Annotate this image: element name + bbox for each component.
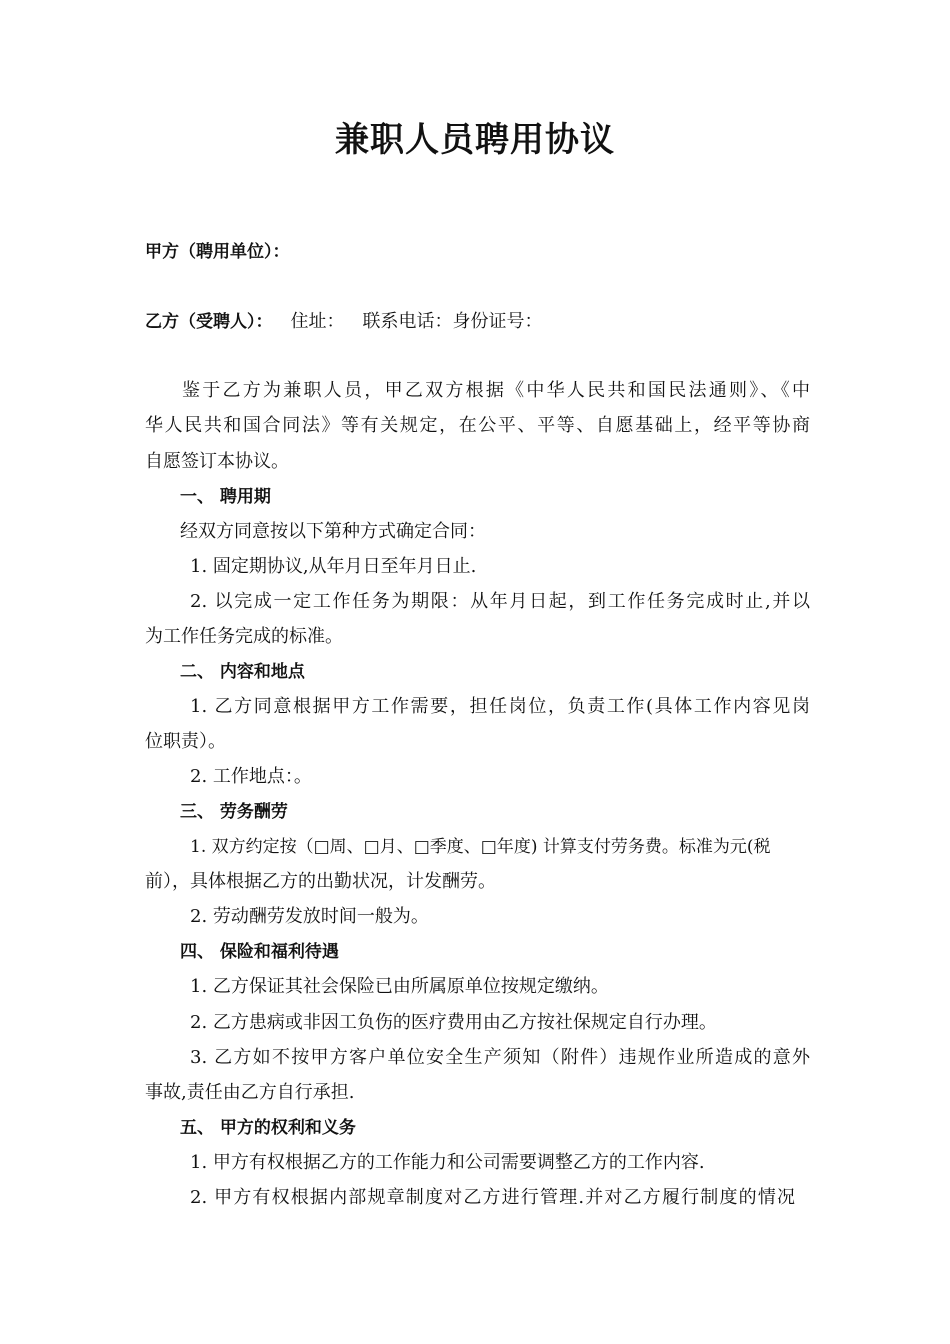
document-title: 兼职人员聘用协议: [335, 120, 615, 160]
section-4-heading: 四、 保险和福利待遇: [180, 942, 339, 962]
party-b-row: [145, 306, 810, 338]
party-b-label: 乙方（受聘人）：: [145, 312, 273, 332]
preamble-line-3: 自愿签订本协议。: [145, 451, 289, 472]
section-5-heading: 五、 甲方的权利和义务: [180, 1118, 356, 1138]
section-3-item-1-line-2: 前），具体根据乙方的出勤状况，计发酬劳。: [145, 871, 496, 892]
section-1-item-2-line-1: 2. 以完成一定工作任务为期限：从年月日起，到工作任务完成时止,并以: [190, 591, 810, 612]
section-1-heading: 一、 聘用期: [180, 487, 271, 507]
section-2-item-2: 2. 工作地点：。: [190, 766, 312, 787]
section-3-heading: 三、 劳务酬劳: [180, 802, 288, 822]
section-1-item-2-line-2: 为工作任务完成的标准。: [145, 626, 343, 647]
section-3-item-1-line-1: 1. 双方约定按（□周、□月、□季度、□年度) 计算支付劳务费。标准为元(税: [190, 837, 771, 857]
preamble-line-2: 华人民共和国合同法》等有关规定，在公平、平等、自愿基础上，经平等协商: [145, 415, 810, 436]
section-2-item-1-line-1: 1. 乙方同意根据甲方工作需要，担任岗位，负责工作(具体工作内容见岗: [190, 696, 810, 717]
party-b-id: 身份证号：: [452, 311, 543, 332]
party-b-address: 住址：: [290, 311, 345, 332]
party-a-label: 甲方（聘用单位）：: [145, 242, 290, 262]
party-b-phone: 联系电话：: [362, 311, 453, 332]
section-5-item-1: 1. 甲方有权根据乙方的工作能力和公司需要调整乙方的工作内容.: [190, 1152, 705, 1173]
section-4-item-3-line-2: 事故,责任由乙方自行承担.: [145, 1082, 355, 1103]
section-2-item-1-line-2: 位职责）。: [145, 731, 226, 752]
section-4-item-2: 2. 乙方患病或非因工负伤的医疗费用由乙方按社保规定自行办理。: [190, 1012, 717, 1033]
section-1-intro: 经双方同意按以下第种方式确定合同：: [180, 521, 486, 542]
section-4-item-3-line-1: 3. 乙方如不按甲方客户单位安全生产须知（附件）违规作业所造成的意外: [190, 1047, 810, 1068]
section-2-heading: 二、 内容和地点: [180, 662, 305, 682]
section-3-item-2: 2. 劳动酬劳发放时间一般为。: [190, 906, 429, 927]
section-5-item-2-line-1: 2. 甲方有权根据内部规章制度对乙方进行管理.并对乙方履行制度的情况: [190, 1187, 795, 1208]
section-4-item-1: 1. 乙方保证其社会保险已由所属原单位按规定缴纳。: [190, 976, 609, 997]
preamble-line-1: 鉴于乙方为兼职人员，甲乙双方根据《中华人民共和国民法通则》、《中: [182, 380, 810, 401]
section-1-item-1: 1. 固定期协议,从年月日至年月日止.: [190, 556, 477, 577]
